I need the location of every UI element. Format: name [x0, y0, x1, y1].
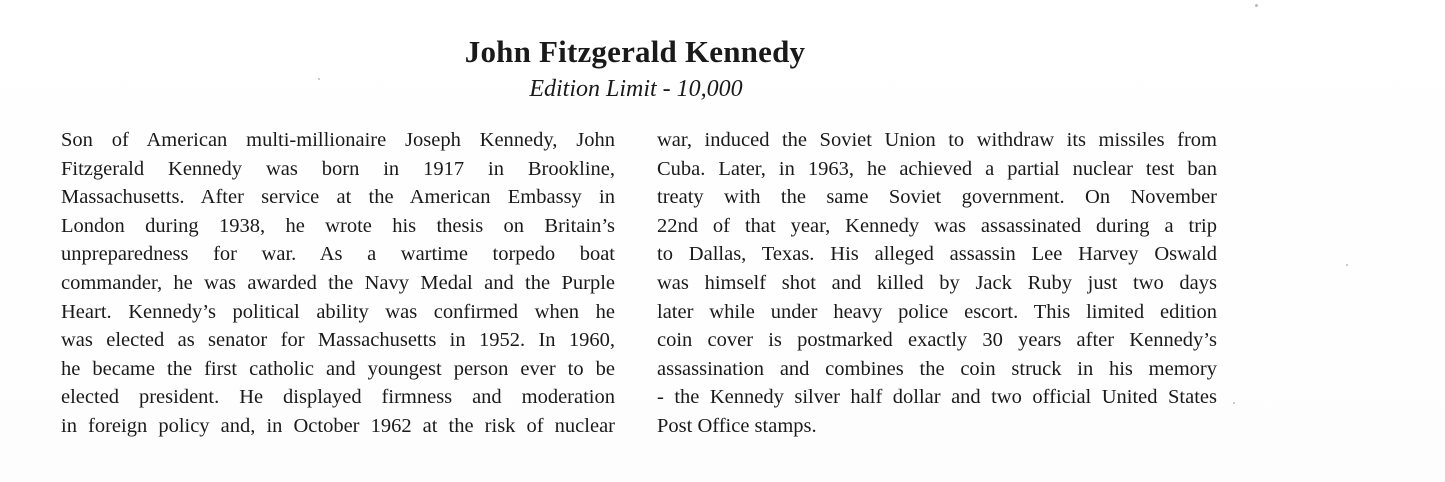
- text-line: unpreparedness for war. As a wartime torpedo boat: [61, 243, 615, 266]
- text-line: later while under heavy police escort. This limited edition: [657, 300, 1217, 323]
- text-line: war, induced the Soviet Union to withdraw its missiles from: [657, 129, 1217, 151]
- document-title: John Fitzgerald Kennedy: [464, 34, 806, 69]
- text-line: elected president. He displayed firmness and moderation: [61, 386, 615, 409]
- text-line: treaty with the same Soviet government. On November: [657, 186, 1217, 209]
- text-line: - the Kennedy silver half dollar and two official United States: [657, 386, 1217, 409]
- text-line: commander, he was awarded the Navy Medal and the Purple: [61, 271, 615, 294]
- text-line: Post Office stamps.: [657, 414, 817, 437]
- paper-speck: [1233, 402, 1235, 404]
- right-text-column: [657, 126, 1217, 441]
- paper-speck: [318, 78, 320, 80]
- text-line: to Dallas, Texas. His alleged assassin Lee Harvey Oswald: [657, 243, 1217, 266]
- text-line: Massachusetts. After service at the American Embassy in: [61, 186, 615, 209]
- text-line: Fitzgerald Kennedy was born in 1917 in Brookline,: [61, 157, 615, 180]
- text-line: was elected as senator for Massachusetts in 1952. In 1960,: [61, 329, 615, 352]
- text-line: London during 1938, he wrote his thesis on Britain’s: [61, 214, 615, 237]
- text-line: was himself shot and killed by Jack Ruby just two days: [657, 271, 1217, 294]
- text-line: he became the first catholic and youngest person ever to be: [61, 357, 615, 380]
- text-line: in foreign policy and, in October 1962 at the risk of nuclear: [61, 414, 615, 437]
- text-line: Son of American multi-millionaire Joseph Kennedy, John: [61, 129, 615, 151]
- left-text-column: [61, 126, 615, 441]
- paper-speck: [1346, 264, 1348, 266]
- paper-speck: [1255, 4, 1258, 7]
- text-line: coin cover is postmarked exactly 30 years after Kennedy’s: [657, 329, 1217, 352]
- text-line: Heart. Kennedy’s political ability was confirmed when he: [61, 300, 615, 323]
- text-line: 22nd of that year, Kennedy was assassinated during a trip: [657, 214, 1217, 237]
- text-line: assassination and combines the coin struck in his memory: [657, 357, 1217, 380]
- document-subtitle: Edition Limit - 10,000: [529, 76, 743, 102]
- text-line: Cuba. Later, in 1963, he achieved a partial nuclear test ban: [657, 157, 1217, 180]
